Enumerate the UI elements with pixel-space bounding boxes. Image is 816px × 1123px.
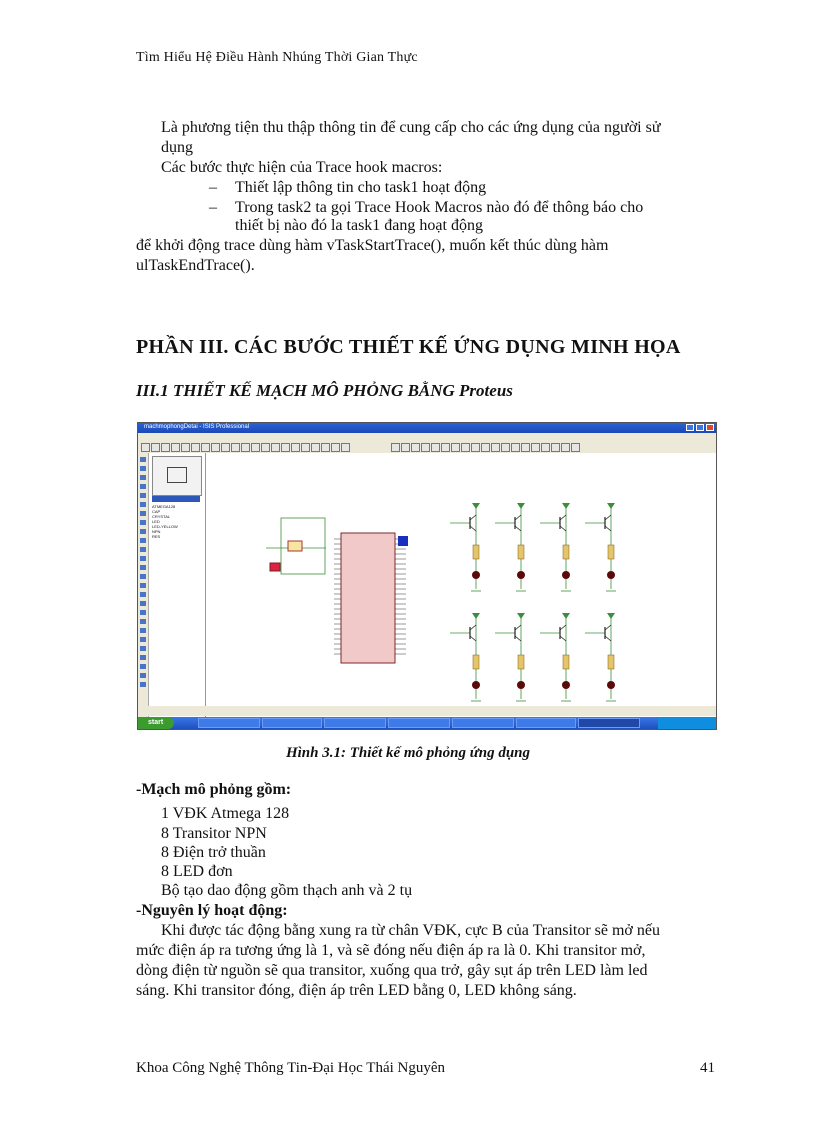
- tool-icon: [140, 619, 146, 624]
- atmega128-chip: [341, 533, 395, 663]
- tool-icon: [140, 673, 146, 678]
- principle-line-4: sáng. Khi transitor đóng, điện áp trên LED bằng 0, LED không sáng.: [136, 982, 577, 999]
- transistor-led-stage: [585, 613, 616, 701]
- maximize-icon: [696, 424, 704, 431]
- task-button: [262, 718, 322, 728]
- task-button: [516, 718, 576, 728]
- toolbar-icon: [421, 443, 430, 452]
- page-number: 41: [700, 1060, 715, 1076]
- toolbar-icon: [251, 443, 260, 452]
- tool-icon: [140, 457, 146, 462]
- resistor: [518, 655, 524, 669]
- transistor-collector: [515, 515, 521, 520]
- schematic-canvas: [206, 453, 716, 717]
- led: [517, 571, 525, 579]
- toolbar-icon: [441, 443, 450, 452]
- power-terminal: [517, 613, 525, 619]
- transistor-collector: [605, 625, 611, 630]
- page-header: Tìm Hiểu Hệ Điều Hành Nhúng Thời Gian Thực: [136, 50, 418, 65]
- tool-icon: [140, 520, 146, 525]
- footer-text: Khoa Công Nghệ Thông Tin-Đại Học Thái Nguyên: [136, 1060, 446, 1076]
- task-button: [324, 718, 386, 728]
- led-matrix: [450, 503, 616, 701]
- devices-header: [152, 496, 200, 502]
- component-item: ATMEGA128: [152, 504, 176, 509]
- circuit-item: Bộ tạo dao động gồm thạch anh và 2 tụ: [161, 882, 413, 899]
- principle-line-1: Khi được tác động bằng xung ra từ chân VĐK, cực B của Transitor sẽ mở nếu: [161, 922, 660, 939]
- toolbar-icon: [481, 443, 490, 452]
- system-tray: [658, 717, 716, 729]
- start-button: [138, 717, 174, 729]
- resistor: [608, 655, 614, 669]
- principle-heading: -Nguyên lý hoạt động:: [136, 902, 288, 919]
- tool-icon: [140, 493, 146, 498]
- transistor-emitter: [605, 526, 611, 531]
- transistor-emitter: [560, 526, 566, 531]
- tool-icon: [140, 565, 146, 570]
- tool-icon: [140, 655, 146, 660]
- resistor: [563, 545, 569, 559]
- capacitor: [270, 563, 280, 571]
- transistor-led-stage: [540, 503, 571, 591]
- resistor: [563, 655, 569, 669]
- toolbar-icon: [491, 443, 500, 452]
- transistor-led-stage: [495, 503, 526, 591]
- schematic-svg: [206, 453, 716, 717]
- toolbar-icon: [451, 443, 460, 452]
- toolbar-icon: [141, 443, 150, 452]
- transistor-led-stage: [585, 503, 616, 591]
- toolbar-icon: [201, 443, 210, 452]
- tool-icon: [140, 466, 146, 471]
- power-terminal: [607, 503, 615, 509]
- led: [607, 681, 615, 689]
- tool-icon: [140, 502, 146, 507]
- toolbar-icon: [221, 443, 230, 452]
- toolbar-icon: [151, 443, 160, 452]
- overview-window: [152, 456, 202, 496]
- toolbar-icon: [551, 443, 560, 452]
- circuit-item: 8 Transitor NPN: [161, 825, 267, 842]
- intro-line-3: Các bước thực hiện của Trace hook macros:: [161, 159, 443, 176]
- tool-icon: [140, 475, 146, 480]
- toolbar-icon: [321, 443, 330, 452]
- tool-icon: [140, 592, 146, 597]
- circuit-item: 1 VĐK Atmega 128: [161, 805, 290, 822]
- task-button: [452, 718, 514, 728]
- port-label: [398, 536, 408, 546]
- transistor-led-stage: [540, 613, 571, 701]
- taskbar: [138, 717, 716, 729]
- toolbar-icon: [281, 443, 290, 452]
- toolbar-icon: [501, 443, 510, 452]
- component-item: CRYSTAL: [152, 514, 171, 519]
- tool-icon: [140, 637, 146, 642]
- transistor-led-stage: [495, 613, 526, 701]
- window-title: machmophongDetai - ISIS Professional: [144, 424, 250, 430]
- bullet-2-text: Trong task2 ta gọi Trace Hook Macros nào đó để thông báo cho: [235, 199, 644, 216]
- transistor-collector: [515, 625, 521, 630]
- task-button: [388, 718, 450, 728]
- toolbar-icon: [411, 443, 420, 452]
- tool-icon: [140, 529, 146, 534]
- intro-line-5: ulTaskEndTrace().: [136, 257, 255, 274]
- figure-caption: Hình 3.1: Thiết kế mô phỏng ứng dụng: [285, 745, 531, 761]
- bullet-2: – Trong task2 ta gọi Trace Hook Macros nào đó để thông báo cho: [209, 199, 644, 216]
- led: [472, 681, 480, 689]
- minimize-icon: [686, 424, 694, 431]
- intro-line-4: để khởi động trace dùng hàm vTaskStartTrace(), muốn kết thúc dùng hàm: [136, 237, 609, 254]
- tool-icon: [140, 601, 146, 606]
- toolbar-icon: [391, 443, 400, 452]
- resistor: [518, 545, 524, 559]
- tool-icon: [140, 610, 146, 615]
- toolbar-icon: [191, 443, 200, 452]
- window-titlebar: [138, 423, 716, 433]
- circuit-item: 8 Điện trở thuần: [161, 844, 266, 861]
- menu-bar: [138, 433, 716, 441]
- transistor-led-stage: [450, 613, 481, 701]
- led: [562, 681, 570, 689]
- component-panel: [149, 453, 206, 717]
- resistor: [473, 545, 479, 559]
- toolbar-icon: [401, 443, 410, 452]
- tool-icon: [140, 646, 146, 651]
- toolbar-icon: [461, 443, 470, 452]
- toolbar-icon: [341, 443, 350, 452]
- close-icon: [706, 424, 714, 431]
- principle-line-3: dòng điện từ nguồn sẽ qua transitor, xuống qua trở, gây sụt áp trên LED làm led: [136, 962, 648, 979]
- left-toolbar: [138, 453, 149, 717]
- tool-icon: [140, 574, 146, 579]
- transistor-emitter: [470, 526, 476, 531]
- transistor-emitter: [605, 636, 611, 641]
- component-item: NPN: [152, 529, 161, 534]
- start-label: start: [148, 719, 164, 726]
- toolbar-icon: [291, 443, 300, 452]
- toolbar-icon: [531, 443, 540, 452]
- component-item: LED-YELLOW: [152, 524, 178, 529]
- power-terminal: [562, 613, 570, 619]
- power-terminal: [472, 613, 480, 619]
- toolbar-icon: [241, 443, 250, 452]
- section-title: PHẦN III. CÁC BƯỚC THIẾT KẾ ỨNG DỤNG MINH HỌA: [136, 336, 681, 358]
- transistor-collector: [470, 625, 476, 630]
- tool-icon: [140, 583, 146, 588]
- tool-icon: [140, 556, 146, 561]
- tool-icon: [140, 547, 146, 552]
- toolbar-icon: [521, 443, 530, 452]
- proteus-screenshot: [137, 422, 717, 730]
- bullet-1: – Thiết lập thông tin cho task1 hoạt động: [209, 179, 487, 196]
- tool-icon: [140, 511, 146, 516]
- transistor-emitter: [470, 636, 476, 641]
- power-terminal: [562, 503, 570, 509]
- bullet-2-continuation: thiết bị nào đó la task1 đang hoạt động: [235, 217, 483, 234]
- transistor-collector: [605, 515, 611, 520]
- toolbar-icon: [261, 443, 270, 452]
- toolbar-icon: [511, 443, 520, 452]
- toolbar-icon: [211, 443, 220, 452]
- power-terminal: [517, 503, 525, 509]
- transistor-collector: [560, 515, 566, 520]
- tool-icon: [140, 628, 146, 633]
- toolbar-icon: [311, 443, 320, 452]
- toolbar-icon: [181, 443, 190, 452]
- status-bar: [138, 706, 716, 716]
- intro-line-2: dụng: [161, 139, 193, 156]
- toolbar-icon: [271, 443, 280, 452]
- task-button: [198, 718, 260, 728]
- toolbar-icon: [231, 443, 240, 452]
- tool-icon: [140, 664, 146, 669]
- overview-preview: [167, 467, 187, 483]
- led: [607, 571, 615, 579]
- circuit-heading: -Mạch mô phỏng gồm:: [136, 781, 292, 798]
- transistor-collector: [560, 625, 566, 630]
- intro-line-1: Là phương tiện thu thập thông tin để cung cấp cho các ứng dụng của người sử: [161, 119, 661, 136]
- led: [517, 681, 525, 689]
- circuit-item: 8 LED đơn: [161, 863, 233, 880]
- bullet-1-text: Thiết lập thông tin cho task1 hoạt động: [235, 179, 487, 196]
- crystal: [288, 541, 302, 551]
- tool-icon: [140, 538, 146, 543]
- toolbar-icon: [301, 443, 310, 452]
- task-button-active: [578, 718, 640, 728]
- tool-icon: [140, 682, 146, 687]
- component-list: [152, 504, 178, 539]
- resistor: [608, 545, 614, 559]
- transistor-collector: [470, 515, 476, 520]
- toolbar-icon: [561, 443, 570, 452]
- led: [472, 571, 480, 579]
- section-subtitle: III.1 THIẾT KẾ MẠCH MÔ PHỎNG BẰNG Proteus: [136, 381, 513, 400]
- component-item: LED: [152, 519, 160, 524]
- power-terminal: [472, 503, 480, 509]
- transistor-emitter: [515, 526, 521, 531]
- toolbar-icon: [171, 443, 180, 452]
- component-item: CAP: [152, 509, 161, 514]
- toolbar-icon: [331, 443, 340, 452]
- toolbar-icon: [431, 443, 440, 452]
- toolbar-icon: [571, 443, 580, 452]
- transistor-emitter: [515, 636, 521, 641]
- toolbar-icon: [541, 443, 550, 452]
- toolbar-icon: [471, 443, 480, 452]
- principle-line-2: mức điện áp ra tương ứng là 1, và sẽ đóng nếu điện áp ra là 0. Khi transitor mở,: [136, 942, 646, 959]
- tool-icon: [140, 484, 146, 489]
- component-item: RES: [152, 534, 161, 539]
- toolbar-icon: [161, 443, 170, 452]
- led: [562, 571, 570, 579]
- transistor-emitter: [560, 636, 566, 641]
- resistor: [473, 655, 479, 669]
- power-terminal: [607, 613, 615, 619]
- transistor-led-stage: [450, 503, 481, 591]
